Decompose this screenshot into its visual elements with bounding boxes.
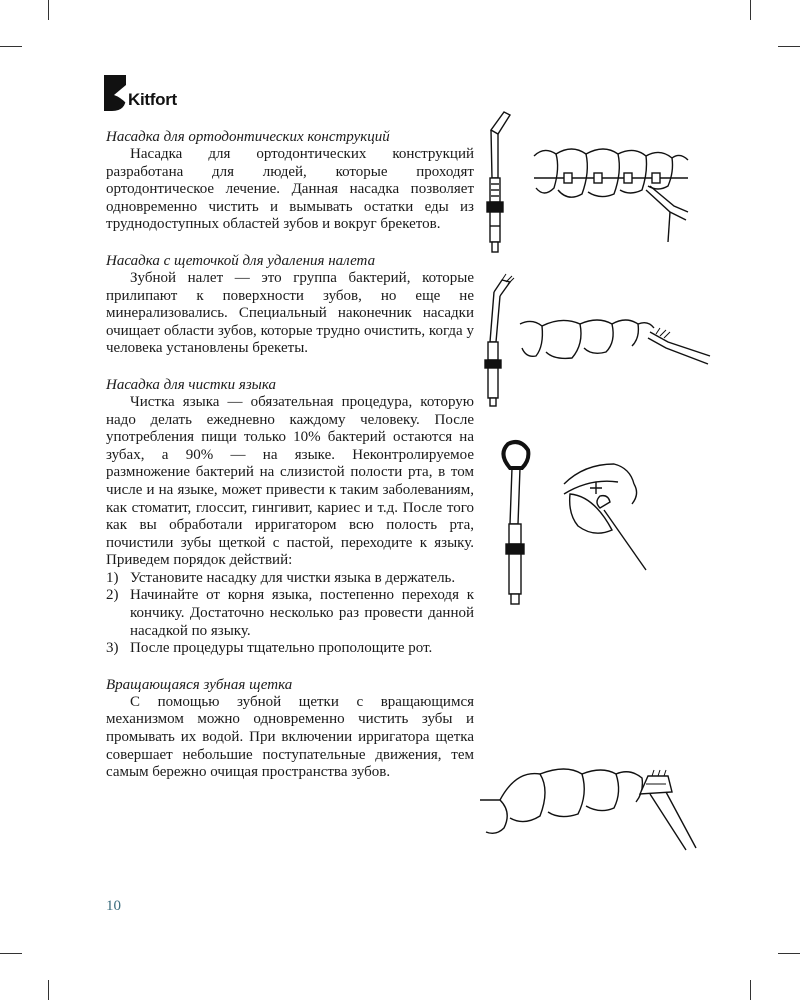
section-heading: Насадка для чистки языка (106, 376, 276, 393)
crop-mark (750, 980, 751, 1000)
plaque-brush-figure (480, 272, 716, 412)
nozzle-illustration (487, 112, 510, 252)
section-rotating-brush (106, 676, 474, 782)
section-heading: Насадка для ортодонтических конструкций (106, 129, 390, 145)
section-tongue-cleaner (106, 376, 474, 658)
step-text: Начинайте от корня языка, постепенно переходя к кончику. Достаточно несколько раз провести данной насадкой по языку. (130, 587, 474, 639)
orthodontic-nozzle-figure (482, 108, 700, 260)
crop-mark (778, 46, 800, 47)
rotating-brush-figure (476, 756, 706, 856)
crop-mark (778, 953, 800, 954)
section-paragraph: С помощью зубной щетки с вращающимся механизмом можно одновременно чистить зубы и промывать их водой. При включении ирригатора щетка совершает небольшие поступательные движения, тем самым бережно очищая пространства зубов. (106, 693, 474, 781)
brand-logo (104, 75, 177, 111)
step-text: После процедуры тщательно прополощите рот. (130, 640, 433, 657)
section-heading: Вращающаяся зубная щетка (106, 676, 293, 693)
list-item (106, 570, 474, 588)
list-item (106, 640, 474, 658)
crop-mark (750, 0, 751, 20)
section-paragraph: Чистка языка — обязательная процедура, которую надо делать ежедневно каждому человеку. После употребления пищи только 10% бактерий остаются на зубах, а 90% — на языке. Неконтролируемое размножение бактерий на слизистой полости рта, в том числе и на языке, может привести к таким заболеваниям, как стоматит, глоссит, гингивит, кариес и т.д. После того как вы обработали ирригатором всю полость рта, почистили зубы щеткой с пастой, переходите к языку. Приведем порядок действий: (106, 393, 474, 569)
text-column (106, 128, 474, 800)
teeth-brush-illustration (520, 320, 710, 364)
tongue-cleaner-figure (494, 434, 666, 610)
section-heading: Насадка с щеточкой для удаления налета (106, 252, 376, 269)
page-number: 10 (106, 898, 121, 914)
crop-mark (0, 953, 22, 954)
step-text: Установите насадку для чистки языка в держатель. (130, 569, 456, 586)
section-paragraph: Насадка для ортодонтических конструкций разработана для людей, которые проходят ортодонтическое лечение. Данная насадка позволяет одновременно чистить и вымывать остатки еды из труднодоступных областей зубов и вокруг брекетов. (106, 146, 474, 233)
step-number: 2) (106, 587, 119, 604)
section-plaque-brush (106, 252, 474, 358)
kitfort-logo-icon (104, 75, 126, 111)
list-item (106, 587, 474, 640)
mouth-tongue-illustration (564, 464, 646, 570)
section-paragraph: Зубной налет — это группа бактерий, которые прилипают к поверхности зубов, но еще не минерализовались. Специальный наконечник насадки очищает области зубов, которые трудно очистить, когда у человека установлены брекеты. (106, 269, 474, 357)
crop-mark (0, 46, 22, 47)
step-number: 3) (106, 640, 119, 657)
rotating-brush-illustration (480, 769, 696, 850)
brush-nozzle-illustration (485, 274, 514, 406)
section-orthodontic (106, 128, 474, 234)
steps-list (106, 570, 474, 658)
step-number: 1) (106, 569, 119, 586)
brand-name: Kitfort (128, 90, 177, 109)
crop-mark (48, 0, 49, 20)
tongue-nozzle-illustration (503, 442, 528, 604)
teeth-braces-illustration (534, 149, 688, 242)
crop-mark (48, 980, 49, 1000)
